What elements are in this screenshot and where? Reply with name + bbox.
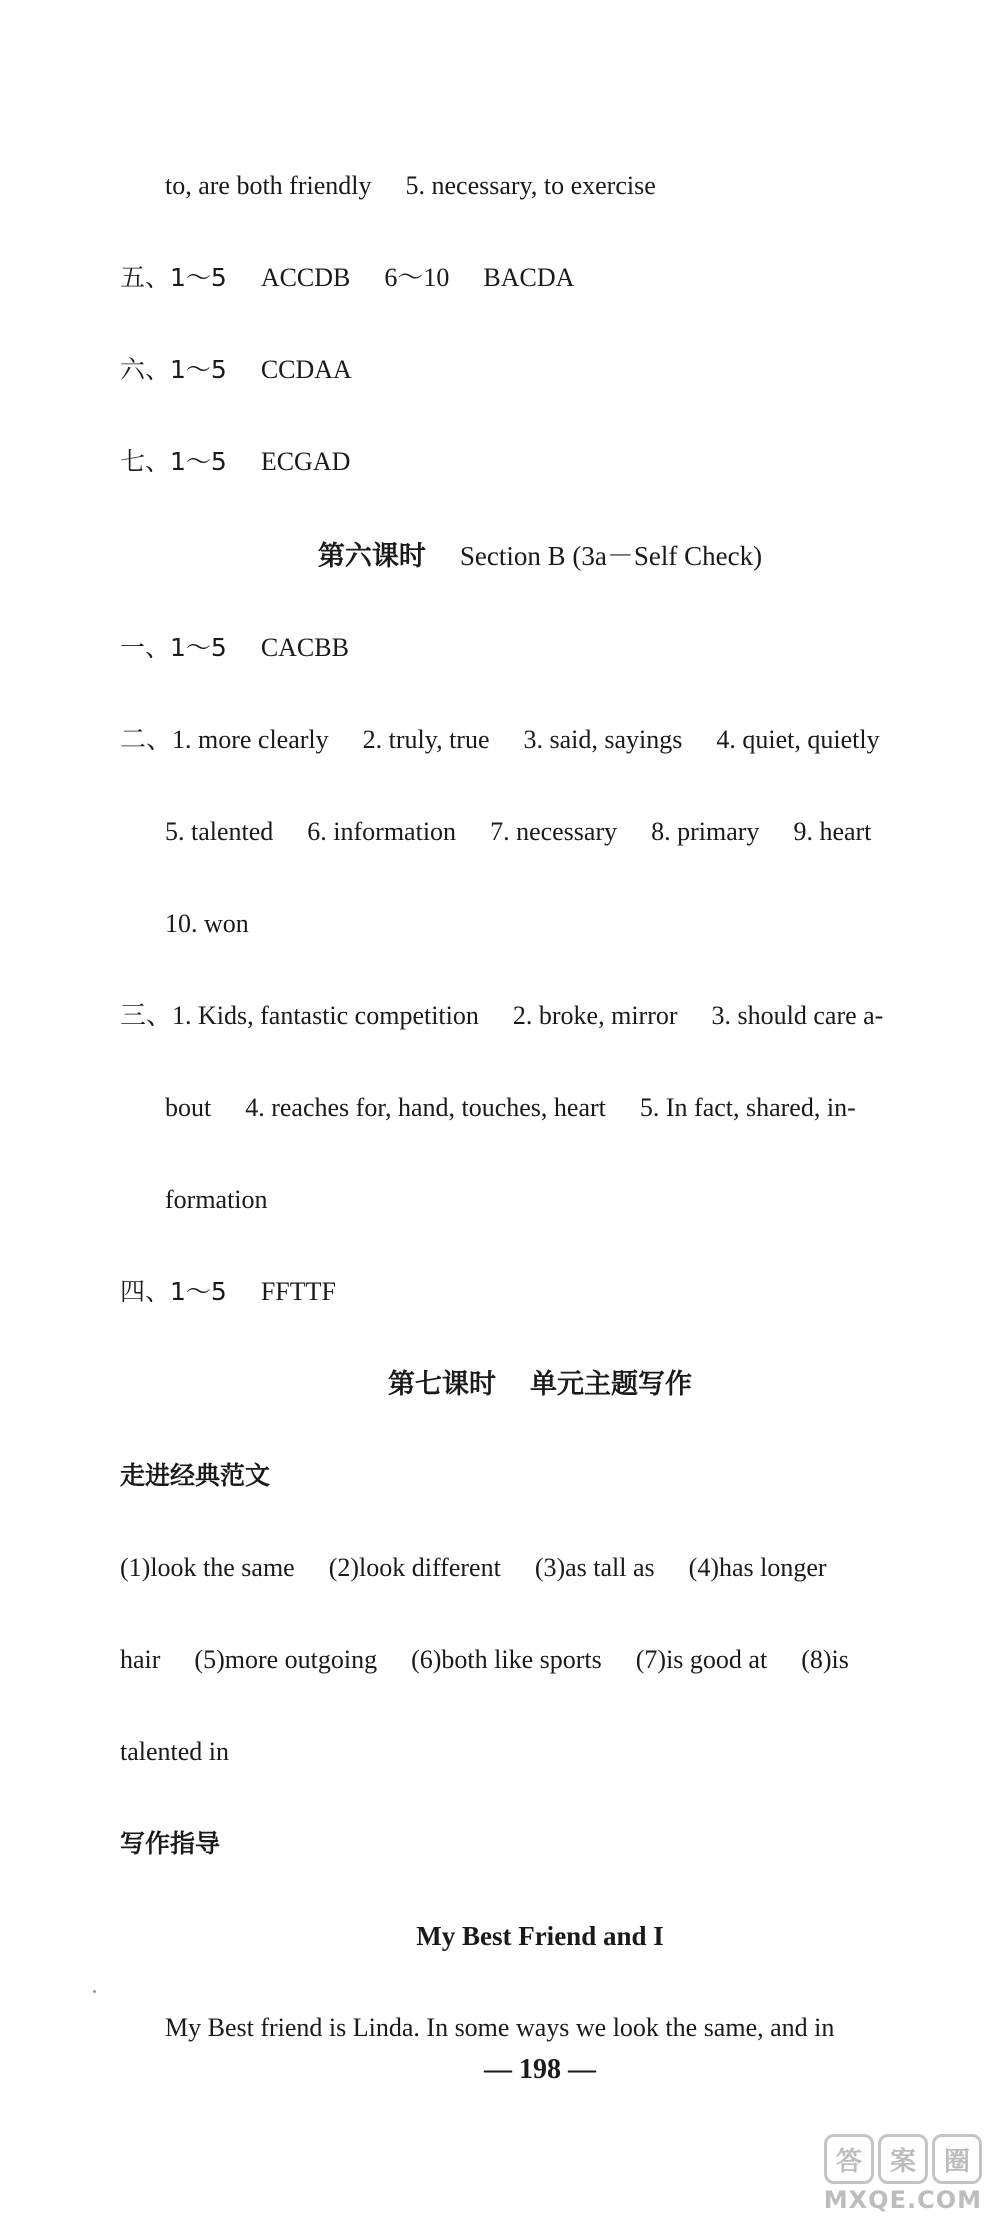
answer-text: 8. primary: [651, 817, 760, 846]
answer-line: [120, 352, 1000, 388]
answer-text: 三、1. Kids, fantastic competition: [120, 1001, 479, 1030]
subsection-title: 写作指导: [120, 1829, 221, 1858]
answer-text: ECGAD: [260, 447, 351, 476]
answer-line: [165, 814, 1000, 850]
answer-text: FFTTF: [260, 1277, 336, 1306]
answer-line: [120, 630, 1000, 666]
answer-text: (7)is good at: [635, 1645, 768, 1674]
answer-line: [165, 906, 1000, 942]
watermark-char: 答: [824, 2134, 874, 2184]
answer-text: (1)look the same: [120, 1553, 295, 1582]
answer-text: hair: [120, 1645, 161, 1674]
watermark: [824, 2134, 982, 2214]
answer-text: 6. information: [307, 817, 457, 846]
answer-line: [165, 1182, 1000, 1218]
answer-text: (2)look different: [328, 1553, 501, 1582]
answer-text: 5. talented: [165, 817, 274, 846]
answer-text: (4)has longer: [688, 1553, 827, 1582]
answer-text: (3)as tall as: [534, 1553, 655, 1582]
question-number: 七、1～5: [120, 447, 227, 476]
answer-text: 二、1. more clearly: [120, 725, 329, 754]
question-number: 五、1～5: [120, 263, 227, 292]
answer-text: 4. reaches for, hand, touches, heart: [245, 1093, 606, 1122]
answer-text: 2. truly, true: [362, 725, 490, 754]
answer-line: [120, 1642, 1000, 1678]
answer-text: CACBB: [260, 633, 349, 662]
answer-text: 9. heart: [793, 817, 872, 846]
essay-line: My Best friend is Linda. In some ways we look the same, and in: [165, 2013, 835, 2042]
question-number: 六、1～5: [120, 355, 227, 384]
answer-text: ACCDB: [260, 263, 351, 292]
subsection-title: 走进经典范文: [120, 1461, 271, 1490]
watermark-char: 圈: [932, 2134, 982, 2184]
answer-text: 2. broke, mirror: [512, 1001, 678, 1030]
answer-text: 7. necessary: [490, 817, 618, 846]
answer-text: formation: [165, 1185, 268, 1214]
answer-line: [120, 1734, 1000, 1770]
answer-text: 5. necessary, to exercise: [405, 171, 656, 200]
question-number: 一、1～5: [120, 633, 227, 662]
answer-text: (8)is: [801, 1645, 849, 1674]
answer-text: bout: [165, 1093, 212, 1122]
watermark-url: MXQE.COM: [823, 2186, 982, 2214]
answer-text: 10. won: [165, 909, 249, 938]
answer-line: [120, 722, 1000, 758]
heading-cn: 第六课时: [317, 541, 426, 572]
heading-cn: 单元主题写作: [530, 1369, 692, 1400]
answer-line: [120, 260, 1000, 296]
heading-en: Section B (3a－Self Check): [459, 541, 763, 571]
page-number: — 198 —: [484, 2054, 596, 2085]
question-number: 6～10: [384, 263, 450, 292]
answer-text: BACDA: [483, 263, 575, 292]
answer-text: (5)more outgoing: [194, 1645, 378, 1674]
answer-line: [120, 998, 1000, 1034]
answer-text: to, are both friendly: [165, 171, 372, 200]
essay-title: My Best Friend and I: [416, 1921, 664, 1951]
answer-text: CCDAA: [260, 355, 352, 384]
answer-text: (6)both like sports: [411, 1645, 602, 1674]
question-number: 四、1～5: [120, 1277, 227, 1306]
answer-text: talented in: [120, 1737, 230, 1766]
watermark-logo: [824, 2134, 982, 2184]
answer-text: 5. In fact, shared, in-: [639, 1093, 856, 1122]
answer-line: [165, 1090, 1000, 1126]
watermark-char: 案: [878, 2134, 928, 2184]
answer-line: [120, 444, 1000, 480]
section-heading: [0, 1366, 1000, 1403]
heading-cn: 第七课时: [388, 1369, 496, 1400]
answer-text: 3. should care a-: [711, 1001, 884, 1030]
answer-text: 4. quiet, quietly: [716, 725, 880, 754]
answer-line: [120, 1550, 1000, 1586]
section-heading: [0, 538, 1000, 575]
answer-line: [165, 168, 1000, 204]
answer-line: [120, 1274, 1000, 1310]
scan-speck: [93, 1990, 96, 1993]
answer-text: 3. said, sayings: [523, 725, 683, 754]
